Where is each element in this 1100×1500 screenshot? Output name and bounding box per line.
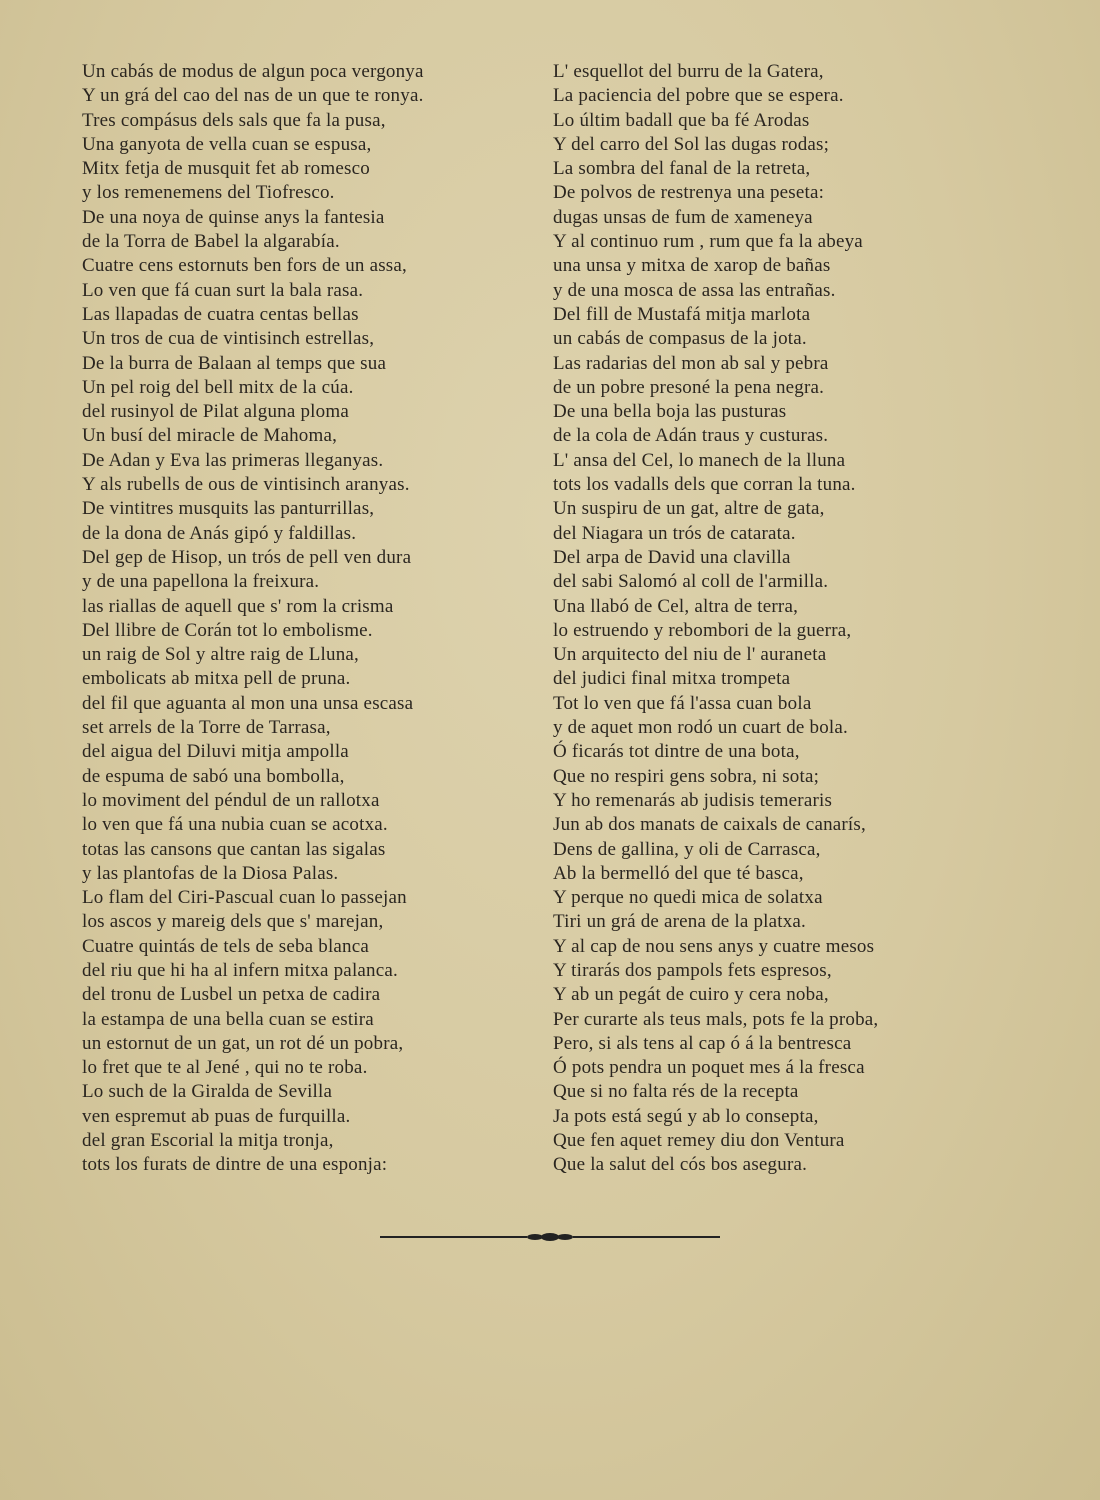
right-verse-column [553, 60, 1023, 1178]
verse-line: un cabás de compasus de la jota. [553, 328, 807, 350]
verse-line: Tot lo ven que fá l'assa cuan bola [553, 692, 812, 714]
verse-line: Lo ven que fá cuan surt la bala rasa. [82, 279, 364, 301]
verse-line: Y al cap de nou sens anys y cuatre mesos [553, 935, 875, 957]
verse-line: De una noya de quinse anys la fantesia [82, 206, 385, 228]
verse-line: del sabi Salomó al coll de l'armilla. [553, 571, 829, 593]
verse-line: Un arquitecto del niu de l' auraneta [553, 644, 827, 666]
verse-line: y de una mosca de assa las entrañas. [553, 279, 836, 301]
verse-line: Un cabás de modus de algun poca vergonya [82, 61, 424, 82]
verse-line: Jun ab dos manats de caixals de canarís, [553, 814, 866, 836]
verse-line: La sombra del fanal de la retreta, [553, 158, 811, 180]
verse-line: dugas unsas de fum de xameneya [553, 206, 813, 228]
verse-line: del judici final mitxa trompeta [553, 668, 791, 690]
verse-line: una unsa y mitxa de xarop de bañas [553, 255, 831, 277]
verse-line: Y tirarás dos pampols fets espresos, [553, 959, 832, 981]
verse-line: La paciencia del pobre que se espera. [553, 85, 844, 107]
verse-line: Del fill de Mustafá mitja marlota [553, 303, 811, 325]
verse-line: Que no respiri gens sobra, ni sota; [553, 765, 820, 787]
verse-line: Tres compásus dels sals que fa la pusa, [82, 109, 386, 131]
verse-line: tots los furats de dintre de una esponja: [82, 1154, 388, 1176]
verse-line: De polvos de restrenya una peseta: [553, 182, 825, 204]
verse-line: del aigua del Diluvi mitja ampolla [82, 741, 349, 763]
verse-line: lo ven que fá una nubia cuan se acotxa. [82, 814, 388, 836]
verse-line: un raig de Sol y altre raig de Lluna, [82, 644, 360, 666]
verse-line: Mitx fetja de musquit fet ab romesco [82, 158, 370, 180]
verse-line: Y del carro del Sol las dugas rodas; [553, 133, 830, 155]
verse-line: la estampa de una bella cuan se estira [82, 1008, 374, 1030]
verse-line: Lo such de la Giralda de Sevilla [82, 1081, 333, 1103]
verse-line: Ó pots pendra un poquet mes á la fresca [553, 1057, 865, 1079]
verse-line: un estornut de un gat, un rot dé un pobra, [82, 1032, 404, 1054]
verse-line: Ja pots está segú y ab lo consepta, [553, 1105, 819, 1127]
verse-line: Y ho remenarás ab judisis temeraris [553, 789, 833, 811]
verse-line: lo moviment del péndul de un rallotxa [82, 789, 380, 811]
verse-line: del fil que aguanta al mon una unsa escasa [82, 692, 414, 714]
verse-line: Que la salut del cós bos asegura. [553, 1154, 808, 1176]
verse-line: Ab la bermelló del que té basca, [553, 862, 804, 884]
ornamental-divider [380, 1233, 720, 1241]
verse-line: ven espremut ab puas de furquilla. [82, 1105, 351, 1127]
verse-line: set arrels de la Torre de Tarrasa, [82, 717, 331, 739]
verse-line: y las plantofas de la Diosa Palas. [82, 862, 339, 884]
verse-line: y de aquet mon rodó un cuart de bola. [553, 717, 848, 739]
verse-line: lo estruendo y rebombori de la guerra, [553, 619, 852, 641]
verse-line: Lo flam del Ciri-Pascual cuan lo passejan [82, 887, 407, 909]
verse-line: Lo últim badall que ba fé Arodas [553, 109, 810, 131]
verse-line: de la Torra de Babel la algarabía. [82, 231, 340, 253]
verse-line: De Adan y Eva las primeras lleganyas. [82, 449, 384, 471]
verse-line: De la burra de Balaan al temps que sua [82, 352, 387, 374]
verse-line: Ó ficarás tot dintre de una bota, [553, 741, 800, 763]
verse-line: Un suspiru de un gat, altre de gata, [553, 498, 825, 520]
verse-line: Y perque no quedi mica de solatxa [553, 887, 823, 909]
verse-line: Un pel roig del bell mitx de la cúa. [82, 376, 354, 398]
verse-line: Dens de gallina, y oli de Carrasca, [553, 838, 821, 860]
verse-line: de espuma de sabó una bombolla, [82, 765, 345, 787]
verse-line: las riallas de aquell que s' rom la crisma [82, 595, 394, 617]
verse-line: tots los vadalls dels que corran la tuna. [553, 474, 856, 496]
verse-line: los ascos y mareig dels que s' marejan, [82, 911, 384, 933]
verse-line: Tiri un grá de arena de la platxa. [553, 911, 807, 933]
verse-line: y de una papellona la freixura. [82, 571, 320, 593]
verse-line: Y ab un pegát de cuiro y cera noba, [553, 984, 829, 1006]
verse-line: Un tros de cua de vintisinch estrellas, [82, 328, 375, 350]
left-verse-column [82, 60, 542, 1178]
verse-line: L' ansa del Cel, lo manech de la lluna [553, 449, 846, 471]
verse-line: Cuatre quintás de tels de seba blanca [82, 935, 370, 957]
divider-rule-left [380, 1236, 515, 1238]
verse-line: Una llabó de Cel, altra de terra, [553, 595, 799, 617]
verse-line: del tronu de Lusbel un petxa de cadira [82, 984, 381, 1006]
verse-line: Y als rubells de ous de vintisinch aranyas. [82, 474, 410, 496]
verse-line: L' esquellot del burru de la Gatera, [553, 61, 824, 82]
verse-line: del rusinyol de Pilat alguna ploma [82, 401, 349, 423]
verse-line: Que si no falta rés de la recepta [553, 1081, 799, 1103]
verse-line: de la dona de Anás gipó y faldillas. [82, 522, 357, 544]
verse-line: Del llibre de Corán tot lo embolisme. [82, 619, 373, 641]
verse-line: Un busí del miracle de Mahoma, [82, 425, 338, 447]
verse-line: Del arpa de David una clavilla [553, 546, 791, 568]
verse-line: embolicats ab mitxa pell de pruna. [82, 668, 351, 690]
verse-line: Las llapadas de cuatra centas bellas [82, 303, 359, 325]
verse-line: del gran Escorial la mitja tronja, [82, 1130, 334, 1152]
verse-line: De vintitres musquits las panturrillas, [82, 498, 375, 520]
divider-rule-right [585, 1236, 720, 1238]
verse-line: del Niagara un trós de catarata. [553, 522, 796, 544]
verse-line: Las radarias del mon ab sal y pebra [553, 352, 829, 374]
verse-line: y los remenemens del Tiofresco. [82, 182, 335, 204]
verse-line: Que fen aquet remey diu don Ventura [553, 1130, 845, 1152]
verse-line: de la cola de Adán traus y custuras. [553, 425, 829, 447]
verse-line: Del gep de Hisop, un trós de pell ven dura [82, 546, 412, 568]
verse-line: de un pobre presoné la pena negra. [553, 376, 825, 398]
verse-line: Pero, si als tens al cap ó á la bentresca [553, 1032, 852, 1054]
divider-ornament [515, 1233, 585, 1241]
verse-line: lo fret que te al Jené , qui no te roba. [82, 1057, 368, 1079]
verse-line: Una ganyota de vella cuan se espusa, [82, 133, 372, 155]
verse-line: del riu que hi ha al infern mitxa palanca. [82, 959, 398, 981]
verse-line: Per curarte als teus mals, pots fe la proba, [553, 1008, 879, 1030]
verse-line: Y al continuo rum , rum que fa la abeya [553, 231, 863, 253]
verse-line: totas las cansons que cantan las sigalas [82, 838, 386, 860]
verse-line: Y un grá del cao del nas de un que te ronya. [82, 85, 424, 107]
verse-line: Cuatre cens estornuts ben fors de un assa, [82, 255, 407, 277]
verse-line: De una bella boja las pusturas [553, 401, 787, 423]
